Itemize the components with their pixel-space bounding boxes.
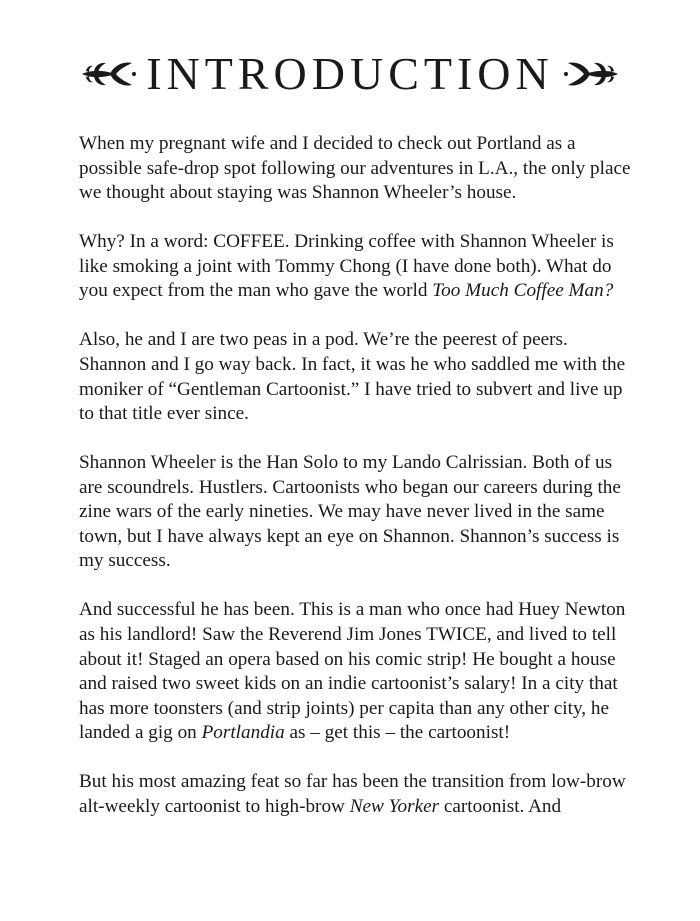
paragraph bbox=[79, 132, 631, 206]
paragraph-text: Why? In a word: COFFEE. Drinking coffee with Shannon Wheeler is like smoking a joint with Tommy Chong (I have done both). What do you expect from the man who gave the world bbox=[79, 231, 614, 302]
paragraph-text: cartoonist. And bbox=[439, 796, 562, 818]
italic-title-text: New Yorker bbox=[349, 796, 440, 818]
chapter-title: INTRODUCTION bbox=[146, 48, 554, 99]
paragraph-text: Also, he and I are two peas in a pod. We’re the peerest of peers. Shannon and I go way back. In fact, it was he who saddled me with the moniker of “Gentleman Cartoonist.” I have tried to subvert and live up to that title ever since. bbox=[79, 329, 626, 425]
italic-title-text: Portlandia bbox=[201, 722, 285, 744]
paragraph bbox=[79, 451, 631, 574]
body-text bbox=[79, 132, 631, 844]
paragraph-text: But his most amazing feat so far has been the transition from low-brow alt-weekly cartoonist to high-brow bbox=[79, 771, 626, 818]
paragraph-text: When my pregnant wife and I decided to check out Portland as a possible safe-drop spot following our adventures in L.A., the only place we thought about staying was Shannon Wheeler’s house. bbox=[79, 133, 631, 204]
paragraph-text: And successful he has been. This is a man who once had Huey Newton as his landlord! Saw the Reverend Jim Jones TWICE, and lived to tell about it! Staged an opera based on his comic strip! He bought a house and raised two sweet kids on an indie cartoonist’s salary! In a city that has more toonsters (and strip joints) per capita than any other city, he landed a gig on bbox=[79, 599, 626, 744]
paragraph bbox=[79, 230, 631, 304]
fleuron-icon bbox=[564, 57, 620, 91]
paragraph bbox=[79, 770, 631, 819]
paragraph bbox=[79, 598, 631, 746]
italic-title-text: Too Much Coffee Man? bbox=[432, 280, 614, 302]
fleuron-icon bbox=[80, 57, 136, 91]
paragraph-text: Shannon Wheeler is the Han Solo to my Lando Calrissian. Both of us are scoundrels. Hustlers. Cartoonists who began our careers during the zine wars of the early nineties. We may have never lived in the same town, but I have always kept an eye on Shannon. Shannon’s success is my success. bbox=[79, 452, 621, 572]
paragraph-text: as – get this – the cartoonist! bbox=[284, 722, 511, 744]
chapter-header bbox=[0, 44, 700, 104]
paragraph bbox=[79, 328, 631, 426]
